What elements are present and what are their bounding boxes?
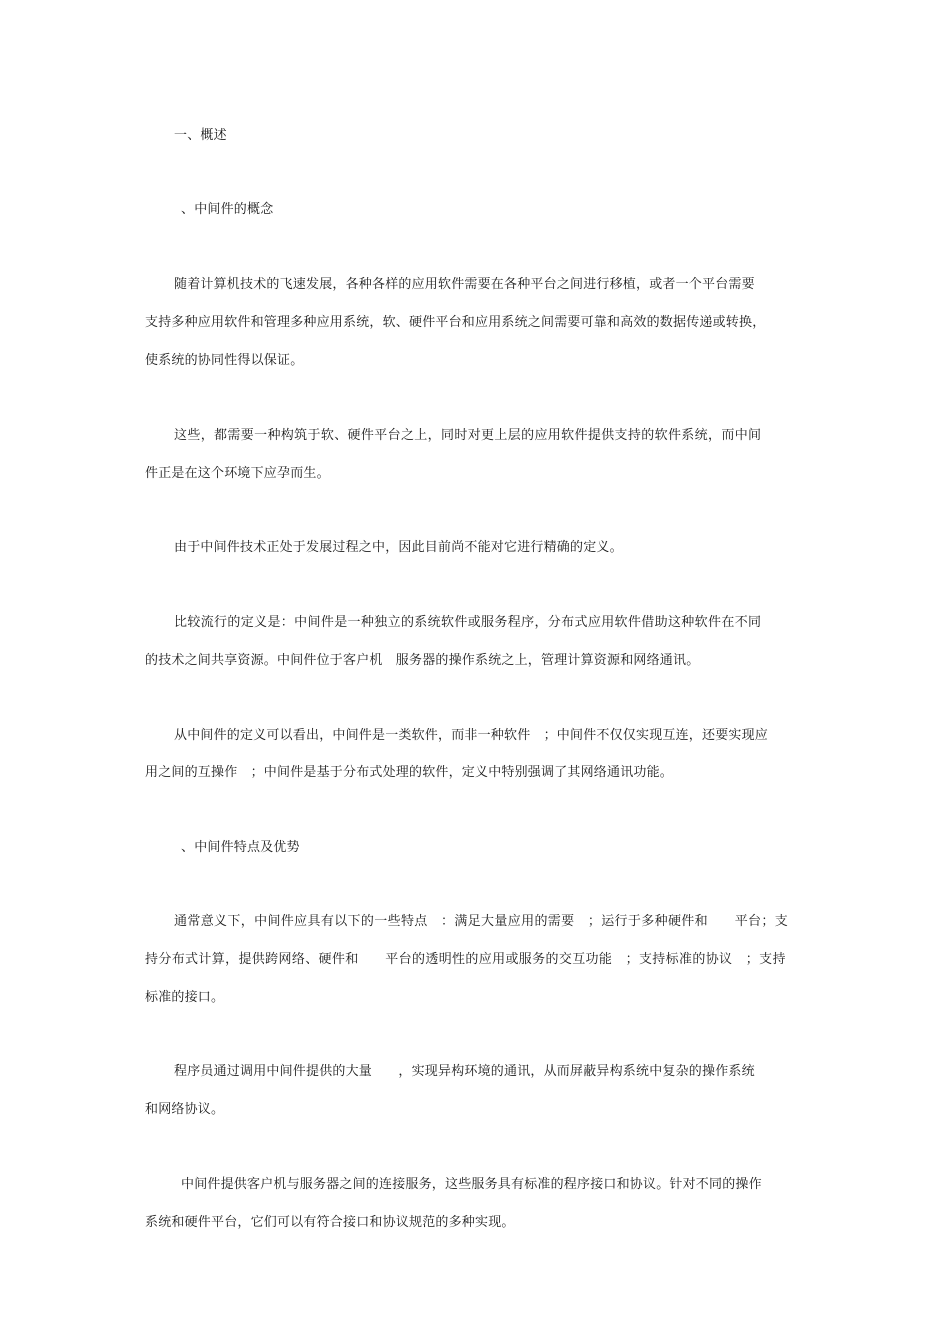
paragraph-line: 支持多种应用软件和管理多种应用系统，软、硬件平台和应用系统之间需要可靠和高效的数据传递或转换， <box>145 315 766 330</box>
paragraph-line: 使系统的协同性得以保证。 <box>145 353 304 368</box>
paragraph-line: 程序员通过调用中间件提供的大量 ，实现异构环境的通讯，从而屏蔽异构系统中复杂的操作系统 <box>174 1064 755 1079</box>
paragraph-line: 系统和硬件平台，它们可以有符合接口和协议规范的多种实现。 <box>145 1215 515 1230</box>
paragraph-line: 从中间件的定义可以看出，中间件是一类软件，而非一种软件 ；中间件不仅仅实现互连，还要实现应 <box>174 728 769 743</box>
paragraph-line: 随着计算机技术的飞速发展，各种各样的应用软件需要在各种平台之间进行移植，或者一个平台需要 <box>174 277 755 292</box>
paragraph-line: 比较流行的定义是：中间件是一种独立的系统软件或服务程序，分布式应用软件借助这种软件在不同 <box>174 615 762 630</box>
paragraph-line: 件正是在这个环境下应孕而生。 <box>145 466 330 481</box>
paragraph-line: 通常意义下，中间件应具有以下的一些特点 ：满足大量应用的需要 ；运行于多种硬件和 平台；支 <box>174 914 789 929</box>
paragraph-line: 由于中间件技术正处于发展过程之中，因此目前尚不能对它进行精确的定义。 <box>174 540 623 555</box>
paragraph-line: 中间件提供客户机与服务器之间的连接服务，这些服务具有标准的程序接口和协议。针对不同的操作 <box>181 1177 762 1192</box>
paragraph-line: 标准的接口。 <box>145 990 225 1005</box>
paragraph-line: 持分布式计算，提供跨网络、硬件和 平台的透明性的应用或服务的交互功能 ；支持标准的协议 ；支持 <box>145 952 786 967</box>
paragraph-line: 和网络协议。 <box>145 1102 225 1117</box>
paragraph-line: 这些，都需要一种构筑于软、硬件平台之上，同时对更上层的应用软件提供支持的软件系统，而中间 <box>174 428 762 443</box>
subheading-features-advantages: 、中间件特点及优势 <box>181 840 300 855</box>
subheading-middleware-concept: 、中间件的概念 <box>181 202 274 217</box>
paragraph-line: 用之间的互操作 ；中间件是基于分布式处理的软件，定义中特别强调了其网络通讯功能。 <box>145 765 674 780</box>
paragraph-line: 的技术之间共享资源。中间件位于客户机 服务器的操作系统之上，管理计算资源和网络通讯。 <box>145 653 700 668</box>
section-heading: 一、概述 <box>174 128 227 143</box>
